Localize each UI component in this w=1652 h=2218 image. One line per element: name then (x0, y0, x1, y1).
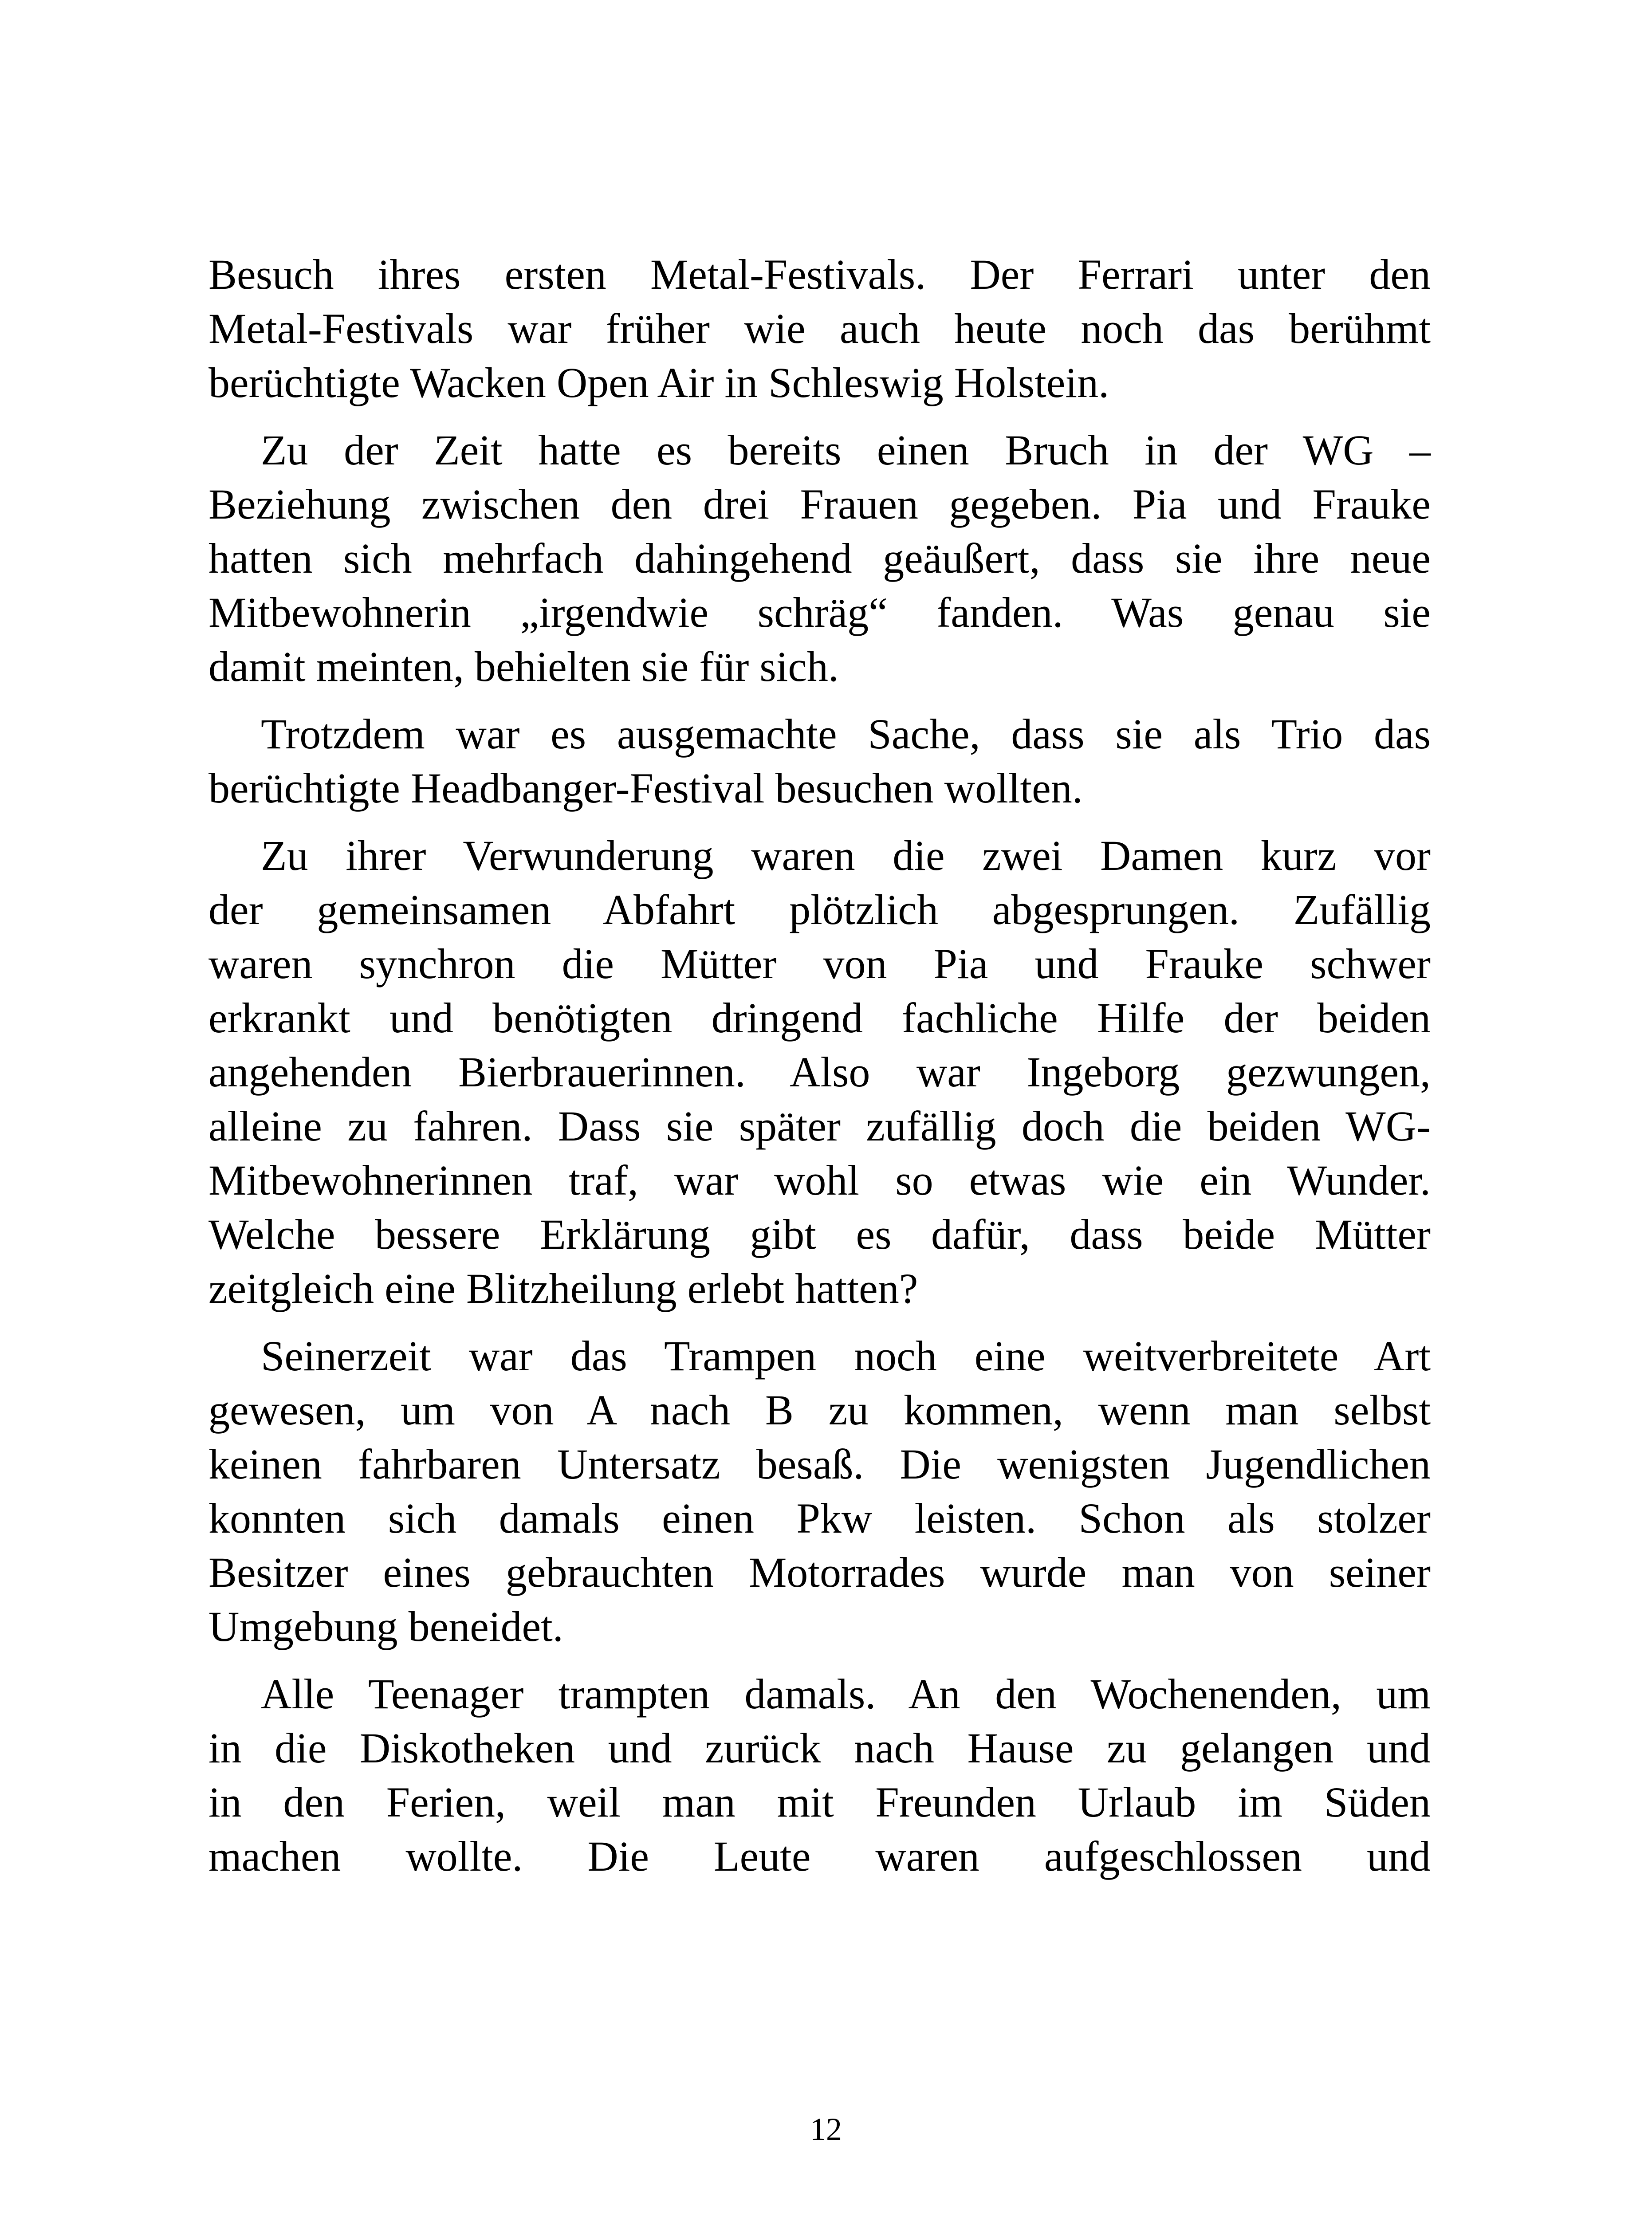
text-line: angehenden Bierbrauerinnen. Also war Ingeborg gezwungen, (208, 1048, 1431, 1096)
text-line: Metal-Festivals war früher wie auch heute noch das berühmt (208, 305, 1431, 352)
paragraph-4 (208, 829, 1431, 1316)
text-line: erkrankt und benötigten dringend fachliche Hilfe der beiden (208, 994, 1431, 1042)
text-line: gewesen, um von A nach B zu kommen, wenn man selbst (208, 1386, 1431, 1434)
paragraph-2 (208, 423, 1431, 694)
text-line: Alle Teenager trampten damals. An den Wochenenden, um (261, 1670, 1431, 1718)
text-line: Umgebung beneidet. (208, 1603, 563, 1650)
text-line: in die Diskotheken und zurück nach Hause zu gelangen und (208, 1724, 1431, 1772)
text-line: der gemeinsamen Abfahrt plötzlich abgesprungen. Zufällig (208, 886, 1431, 933)
text-line: alleine zu fahren. Dass sie später zufällig doch die beiden WG- (208, 1102, 1431, 1150)
text-line: Zu ihrer Verwunderung waren die zwei Damen kurz vor (261, 832, 1431, 879)
text-line: konnten sich damals einen Pkw leisten. Schon als stolzer (208, 1494, 1431, 1542)
text-line: Besuch ihres ersten Metal-Festivals. Der Ferrari unter den (208, 251, 1431, 298)
paragraph-5 (208, 1329, 1431, 1654)
text-line: Welche bessere Erklärung gibt es dafür, dass beide Mütter (208, 1211, 1431, 1258)
text-line: zeitgleich eine Blitzheilung erlebt hatten? (208, 1265, 918, 1312)
body-text (208, 248, 1431, 1897)
text-line: Beziehung zwischen den drei Frauen gegeben. Pia und Frauke (208, 480, 1431, 528)
text-line: waren synchron die Mütter von Pia und Frauke schwer (208, 940, 1431, 987)
text-line: Mitbewohnerinnen traf, war wohl so etwas wie ein Wunder. (208, 1156, 1431, 1204)
paragraph-6 (208, 1667, 1431, 1884)
text-line: berüchtigte Headbanger-Festival besuchen wollten. (208, 764, 1083, 812)
paragraph-1 (208, 248, 1431, 410)
text-line: Zu der Zeit hatte es bereits einen Bruch in der WG – (261, 426, 1431, 474)
text-line: Trotzdem war es ausgemachte Sache, dass sie als Trio das (261, 710, 1431, 758)
text-line: keinen fahrbaren Untersatz besaß. Die wenigsten Jugendlichen (208, 1440, 1431, 1488)
text-line: Seinerzeit war das Trampen noch eine weitverbreitete Art (261, 1332, 1431, 1380)
text-line: damit meinten, behielten sie für sich. (208, 643, 839, 690)
text-line: hatten sich mehrfach dahingehend geäußert, dass sie ihre neue (208, 535, 1431, 582)
text-line: berüchtigte Wacken Open Air in Schleswig Holstein. (208, 359, 1109, 406)
text-line: machen wollte. Die Leute waren aufgeschlossen und (208, 1833, 1431, 1880)
text-line: Besitzer eines gebrauchten Motorrades wurde man von seiner (208, 1549, 1431, 1596)
text-line: in den Ferien, weil man mit Freunden Urlaub im Süden (208, 1778, 1431, 1826)
page-number: 12 (810, 2112, 842, 2147)
paragraph-3 (208, 707, 1431, 815)
text-line: Mitbewohnerin „irgendwie schräg“ fanden. Was genau sie (208, 589, 1431, 636)
